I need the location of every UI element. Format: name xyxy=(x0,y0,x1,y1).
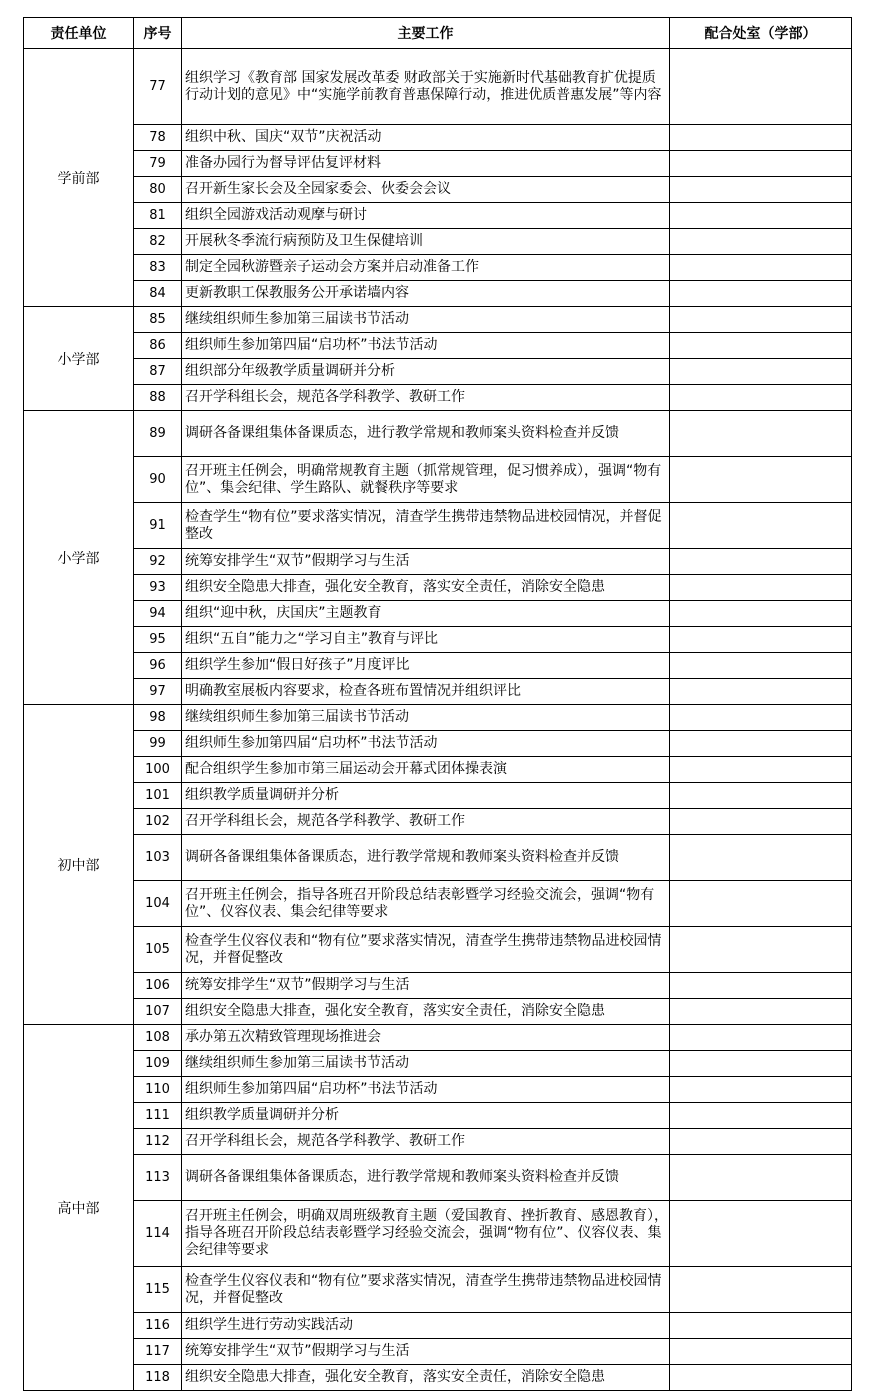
coop-cell xyxy=(670,1129,852,1155)
seq-cell: 103 xyxy=(134,835,182,881)
table-row xyxy=(24,705,852,731)
seq-cell: 116 xyxy=(134,1313,182,1339)
work-cell: 召开学科组长会，规范各学科教学、教研工作 xyxy=(182,385,670,411)
table-row xyxy=(24,307,852,333)
work-cell: 组织学生进行劳动实践活动 xyxy=(182,1313,670,1339)
seq-cell: 89 xyxy=(134,411,182,457)
table-row xyxy=(24,1267,852,1313)
seq-cell: 94 xyxy=(134,601,182,627)
table-row xyxy=(24,1103,852,1129)
seq-cell: 95 xyxy=(134,627,182,653)
work-cell: 召开学科组长会，规范各学科教学、教研工作 xyxy=(182,1129,670,1155)
table-row xyxy=(24,1201,852,1267)
table-row xyxy=(24,229,852,255)
seq-cell: 110 xyxy=(134,1077,182,1103)
seq-cell: 101 xyxy=(134,783,182,809)
seq-cell: 114 xyxy=(134,1201,182,1267)
seq-cell: 81 xyxy=(134,203,182,229)
seq-cell: 96 xyxy=(134,653,182,679)
coop-cell xyxy=(670,881,852,927)
work-cell: 组织师生参加第四届“启功杯”书法节活动 xyxy=(182,1077,670,1103)
seq-cell: 100 xyxy=(134,757,182,783)
work-cell: 组织“五自”能力之“学习自主”教育与评比 xyxy=(182,627,670,653)
unit-cell: 小学部 xyxy=(24,411,134,705)
work-cell: 开展秋冬季流行病预防及卫生保健培训 xyxy=(182,229,670,255)
work-cell: 组织安全隐患大排查，强化安全教育，落实安全责任，消除安全隐患 xyxy=(182,999,670,1025)
seq-cell: 117 xyxy=(134,1339,182,1365)
work-cell: 明确教室展板内容要求，检查各班布置情况并组织评比 xyxy=(182,679,670,705)
unit-cell: 高中部 xyxy=(24,1025,134,1391)
coop-cell xyxy=(670,1103,852,1129)
table-row xyxy=(24,1313,852,1339)
work-cell: 组织全园游戏活动观摩与研讨 xyxy=(182,203,670,229)
work-cell: 组织教学质量调研并分析 xyxy=(182,1103,670,1129)
table-row xyxy=(24,627,852,653)
coop-cell xyxy=(670,503,852,549)
coop-cell xyxy=(670,385,852,411)
unit-cell: 小学部 xyxy=(24,307,134,411)
coop-cell xyxy=(670,333,852,359)
seq-cell: 111 xyxy=(134,1103,182,1129)
seq-cell: 85 xyxy=(134,307,182,333)
seq-cell: 112 xyxy=(134,1129,182,1155)
work-cell: 组织教学质量调研并分析 xyxy=(182,783,670,809)
work-cell: 调研各备课组集体备课质态，进行教学常规和教师案头资料检查并反馈 xyxy=(182,411,670,457)
coop-cell xyxy=(670,255,852,281)
coop-cell xyxy=(670,1201,852,1267)
seq-cell: 80 xyxy=(134,177,182,203)
work-cell: 统筹安排学生“双节”假期学习与生活 xyxy=(182,549,670,575)
coop-cell xyxy=(670,1155,852,1201)
table-row xyxy=(24,1051,852,1077)
table-row xyxy=(24,881,852,927)
seq-cell: 99 xyxy=(134,731,182,757)
seq-cell: 79 xyxy=(134,151,182,177)
seq-cell: 91 xyxy=(134,503,182,549)
table-row xyxy=(24,783,852,809)
table-row xyxy=(24,927,852,973)
table-row xyxy=(24,549,852,575)
coop-cell xyxy=(670,151,852,177)
table-row xyxy=(24,1339,852,1365)
coop-cell xyxy=(670,1313,852,1339)
table-row xyxy=(24,1129,852,1155)
seq-cell: 108 xyxy=(134,1025,182,1051)
seq-cell: 86 xyxy=(134,333,182,359)
table-row xyxy=(24,125,852,151)
table-row xyxy=(24,679,852,705)
seq-cell: 104 xyxy=(134,881,182,927)
table-row xyxy=(24,653,852,679)
table-row xyxy=(24,255,852,281)
table-row xyxy=(24,835,852,881)
work-cell: 组织“迎中秋，庆国庆”主题教育 xyxy=(182,601,670,627)
coop-cell xyxy=(670,731,852,757)
seq-cell: 105 xyxy=(134,927,182,973)
table-row xyxy=(24,333,852,359)
header-coop: 配合处室（学部） xyxy=(670,18,852,49)
work-cell: 继续组织师生参加第三届读书节活动 xyxy=(182,705,670,731)
coop-cell xyxy=(670,705,852,731)
work-cell: 准备办园行为督导评估复评材料 xyxy=(182,151,670,177)
work-cell: 召开新生家长会及全园家委会、伙委会会议 xyxy=(182,177,670,203)
work-cell: 召开班主任例会，明确双周班级教育主题（爱国教育、挫折教育、感恩教育），指导各班召开阶段总结表彰暨学习经验交流会，强调“物有位”、仪容仪表、集会纪律等要求 xyxy=(182,1201,670,1267)
seq-cell: 77 xyxy=(134,49,182,125)
seq-cell: 109 xyxy=(134,1051,182,1077)
coop-cell xyxy=(670,307,852,333)
work-cell: 组织安全隐患大排查，强化安全教育，落实安全责任，消除安全隐患 xyxy=(182,575,670,601)
coop-cell xyxy=(670,601,852,627)
coop-cell xyxy=(670,549,852,575)
seq-cell: 118 xyxy=(134,1365,182,1391)
work-cell: 检查学生“物有位”要求落实情况，清查学生携带违禁物品进校园情况，并督促整改 xyxy=(182,503,670,549)
coop-cell xyxy=(670,999,852,1025)
seq-cell: 106 xyxy=(134,973,182,999)
work-cell: 调研各备课组集体备课质态，进行教学常规和教师案头资料检查并反馈 xyxy=(182,835,670,881)
work-cell: 统筹安排学生“双节”假期学习与生活 xyxy=(182,973,670,999)
work-cell: 承办第五次精致管理现场推进会 xyxy=(182,1025,670,1051)
coop-cell xyxy=(670,229,852,255)
coop-cell xyxy=(670,359,852,385)
coop-cell xyxy=(670,411,852,457)
table-body xyxy=(24,49,852,1391)
header-unit: 责任单位 xyxy=(24,18,134,49)
seq-cell: 107 xyxy=(134,999,182,1025)
seq-cell: 84 xyxy=(134,281,182,307)
header-seq: 序号 xyxy=(134,18,182,49)
seq-cell: 97 xyxy=(134,679,182,705)
table-row xyxy=(24,809,852,835)
table-row xyxy=(24,385,852,411)
table-row xyxy=(24,177,852,203)
table-row xyxy=(24,757,852,783)
header-row xyxy=(24,18,852,49)
table-row xyxy=(24,1155,852,1201)
header-work: 主要工作 xyxy=(182,18,670,49)
coop-cell xyxy=(670,809,852,835)
unit-cell: 初中部 xyxy=(24,705,134,1025)
seq-cell: 83 xyxy=(134,255,182,281)
coop-cell xyxy=(670,783,852,809)
table-row xyxy=(24,281,852,307)
table-row xyxy=(24,457,852,503)
work-cell: 制定全园秋游暨亲子运动会方案并启动准备工作 xyxy=(182,255,670,281)
work-cell: 配合组织学生参加市第三届运动会开幕式团体操表演 xyxy=(182,757,670,783)
coop-cell xyxy=(670,973,852,999)
work-cell: 统筹安排学生“双节”假期学习与生活 xyxy=(182,1339,670,1365)
work-cell: 组织安全隐患大排查，强化安全教育，落实安全责任，消除安全隐患 xyxy=(182,1365,670,1391)
coop-cell xyxy=(670,1267,852,1313)
coop-cell xyxy=(670,125,852,151)
seq-cell: 78 xyxy=(134,125,182,151)
coop-cell xyxy=(670,679,852,705)
work-cell: 检查学生仪容仪表和“物有位”要求落实情况，清查学生携带违禁物品进校园情况，并督促整改 xyxy=(182,1267,670,1313)
table-row xyxy=(24,601,852,627)
seq-cell: 90 xyxy=(134,457,182,503)
table-row xyxy=(24,503,852,549)
work-cell: 继续组织师生参加第三届读书节活动 xyxy=(182,1051,670,1077)
table-row xyxy=(24,49,852,125)
coop-cell xyxy=(670,927,852,973)
coop-cell xyxy=(670,1339,852,1365)
coop-cell xyxy=(670,1365,852,1391)
coop-cell xyxy=(670,1077,852,1103)
work-cell: 召开班主任例会，明确常规教育主题（抓常规管理，促习惯养成），强调“物有位”、集会纪律、学生路队、就餐秩序等要求 xyxy=(182,457,670,503)
unit-cell: 学前部 xyxy=(24,49,134,307)
work-cell: 更新教职工保教服务公开承诺墙内容 xyxy=(182,281,670,307)
seq-cell: 93 xyxy=(134,575,182,601)
work-cell: 调研各备课组集体备课质态，进行教学常规和教师案头资料检查并反馈 xyxy=(182,1155,670,1201)
coop-cell xyxy=(670,1051,852,1077)
work-cell: 继续组织师生参加第三届读书节活动 xyxy=(182,307,670,333)
table-row xyxy=(24,973,852,999)
table-row xyxy=(24,1077,852,1103)
seq-cell: 115 xyxy=(134,1267,182,1313)
table-row xyxy=(24,1365,852,1391)
coop-cell xyxy=(670,49,852,125)
coop-cell xyxy=(670,757,852,783)
coop-cell xyxy=(670,281,852,307)
work-cell: 组织学习《教育部 国家发展改革委 财政部关于实施新时代基础教育扩优提质行动计划的意见》中“实施学前教育普惠保障行动，推进优质普惠发展”等内容 xyxy=(182,49,670,125)
table-row xyxy=(24,731,852,757)
coop-cell xyxy=(670,1025,852,1051)
coop-cell xyxy=(670,457,852,503)
coop-cell xyxy=(670,203,852,229)
seq-cell: 98 xyxy=(134,705,182,731)
seq-cell: 113 xyxy=(134,1155,182,1201)
table-row xyxy=(24,575,852,601)
coop-cell xyxy=(670,575,852,601)
work-cell: 组织学生参加“假日好孩子”月度评比 xyxy=(182,653,670,679)
seq-cell: 87 xyxy=(134,359,182,385)
coop-cell xyxy=(670,627,852,653)
seq-cell: 82 xyxy=(134,229,182,255)
table-row xyxy=(24,151,852,177)
table-row xyxy=(24,411,852,457)
work-cell: 检查学生仪容仪表和“物有位”要求落实情况，清查学生携带违禁物品进校园情况，并督促整改 xyxy=(182,927,670,973)
work-cell: 组织部分年级教学质量调研并分析 xyxy=(182,359,670,385)
coop-cell xyxy=(670,835,852,881)
work-cell: 组织师生参加第四届“启功杯”书法节活动 xyxy=(182,333,670,359)
seq-cell: 102 xyxy=(134,809,182,835)
seq-cell: 92 xyxy=(134,549,182,575)
table-row xyxy=(24,1025,852,1051)
table-row xyxy=(24,999,852,1025)
work-cell: 召开学科组长会，规范各学科教学、教研工作 xyxy=(182,809,670,835)
work-cell: 组织师生参加第四届“启功杯”书法节活动 xyxy=(182,731,670,757)
seq-cell: 88 xyxy=(134,385,182,411)
table-row xyxy=(24,203,852,229)
work-plan-table xyxy=(23,17,852,1391)
coop-cell xyxy=(670,653,852,679)
work-cell: 组织中秋、国庆“双节”庆祝活动 xyxy=(182,125,670,151)
table-row xyxy=(24,359,852,385)
work-cell: 召开班主任例会，指导各班召开阶段总结表彰暨学习经验交流会，强调“物有位”、仪容仪表、集会纪律等要求 xyxy=(182,881,670,927)
coop-cell xyxy=(670,177,852,203)
